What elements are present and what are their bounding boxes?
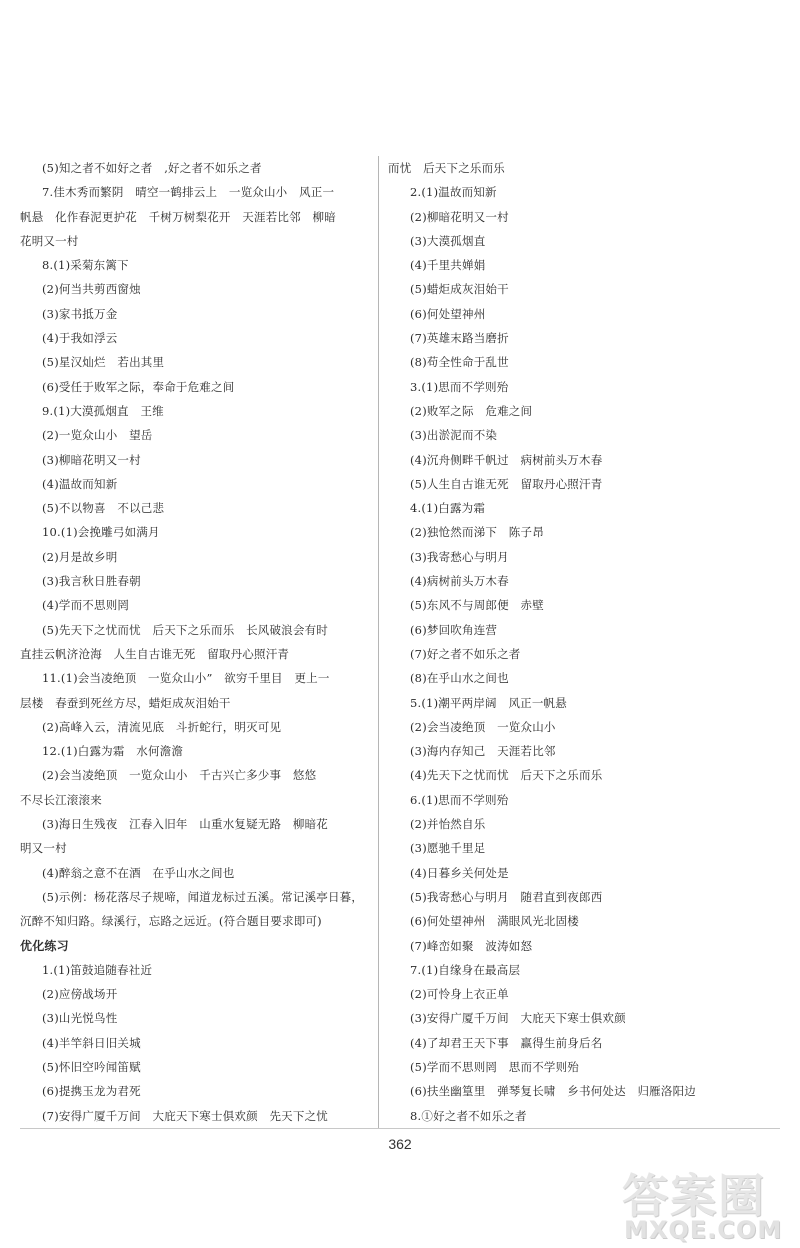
answer-line: (8)苟全性命于乱世 [410, 355, 509, 370]
answer-line: (6)梦回吹角连营 [410, 622, 498, 637]
answer-line: (6)扶坐幽篁里 弹琴复长啸 乡书何处达 归雁洛阳边 [410, 1084, 696, 1099]
answer-line: 3.(1)思而不学则殆 [410, 379, 509, 394]
answer-line: (5)我寄愁心与明月 随君直到夜郎西 [410, 889, 603, 904]
answer-line: (6)提携玉龙为君死 [42, 1084, 141, 1099]
answer-line: 12.(1)白露为霜 水何澹澹 [42, 744, 184, 759]
answer-line: 6.(1)思而不学则殆 [410, 792, 509, 807]
answer-line: (4)学而不思则罔 [42, 598, 130, 613]
answer-line: (3)我言秋日胜春朝 [42, 574, 141, 589]
answer-line: (5)不以物喜 不以己悲 [42, 501, 165, 516]
answer-line: (4)先天下之忧而忧 后天下之乐而乐 [410, 768, 603, 783]
answer-line: (4)半竿斜日旧关城 [42, 1035, 141, 1050]
answer-line: (2)败军之际 危难之间 [410, 403, 533, 418]
answer-line: (2)一览众山小 望岳 [42, 428, 153, 443]
answer-line: (4)千里共婵娟 [410, 258, 486, 273]
watermark-url: MXQE.COM [624, 1216, 783, 1244]
answer-line: (4)温故而知新 [42, 476, 118, 491]
answer-line: (7)英雄末路当磨折 [410, 331, 509, 346]
answer-line: (2)柳暗花明又一村 [410, 209, 509, 224]
answer-line: (4)病树前头万木春 [410, 574, 509, 589]
answer-line: 4.(1)白露为霜 [410, 501, 486, 516]
footer-rule [20, 1128, 780, 1129]
answer-line: (2)应傍战场开 [42, 987, 118, 1002]
answer-line: (3)家书抵万金 [42, 306, 118, 321]
answer-line: 直挂云帆济沧海 人生自古谁无死 留取丹心照汗青 [20, 646, 290, 661]
watermark-logo [618, 1160, 794, 1244]
answer-line: 10.(1)会挽雕弓如满月 [42, 525, 160, 540]
answer-line: (2)会当凌绝顶 一览众山小 [410, 719, 556, 734]
page-number: 362 [388, 1136, 412, 1152]
answer-line: (5)知之者不如好之者 ,好之者不如乐之者 [42, 161, 262, 175]
right-column [388, 156, 780, 1128]
answer-line: (5)星汉灿烂 若出其里 [42, 355, 165, 370]
answer-line: (2)可怜身上衣正单 [410, 987, 509, 1002]
answer-line: 1.(1)笛鼓追随春社近 [42, 962, 153, 977]
answer-line: (2)会当凌绝顶 一览众山小 千古兴亡多少事 悠悠 [42, 768, 317, 783]
answer-line: (5)人生自古谁无死 留取丹心照汗青 [410, 476, 603, 491]
answer-line: (6)何处望神州 满眼风光北固楼 [410, 914, 579, 929]
answer-line: 层楼 春蚕到死丝方尽，蜡炬成灰泪始干 [20, 695, 231, 710]
answer-line: (5)先天下之忧而忧 后天下之乐而乐 长风破浪会有时 [42, 622, 328, 637]
section-heading: 优化练习 [20, 938, 69, 953]
answer-line: (4)日暮乡关何处是 [410, 865, 509, 880]
answer-line: (2)高峰入云，清流见底 斗折蛇行，明灭可见 [42, 719, 282, 734]
answer-line: 而忧 后天下之乐而乐 [388, 161, 505, 175]
answer-line: (5)蜡炬成灰泪始干 [410, 282, 509, 297]
answer-line: (3)海日生残夜 江春入旧年 山重水复疑无路 柳暗花 [42, 817, 328, 832]
answer-line: 2.(1)温故而知新 [410, 185, 497, 200]
answer-line: 明又一村 [20, 841, 67, 856]
answer-line: (6)受任于败军之际，奉命于危难之间 [42, 379, 235, 394]
answer-line: (8)在乎山水之间也 [410, 671, 509, 686]
answer-line: (5)学而不思则罔 思而不学则殆 [410, 1059, 579, 1074]
answer-line: (5)示例：杨花落尽子规啼，闻道龙标过五溪。常记溪亭日暮， [42, 889, 364, 904]
answer-line: (6)何处望神州 [410, 306, 486, 321]
watermark-title: 答案圈 [622, 1169, 766, 1223]
answer-line: (3)我寄愁心与明月 [410, 549, 509, 564]
answer-line: (4)沉舟侧畔千帆过 病树前头万木春 [410, 452, 603, 467]
answer-line: 7.(1)自缘身在最高层 [410, 962, 521, 977]
answer-line: (3)山光悦鸟性 [42, 1011, 118, 1026]
answer-line: (2)独怆然而涕下 陈子昂 [410, 525, 544, 540]
answer-line: (4)了却君王天下事 赢得生前身后名 [410, 1035, 603, 1050]
answer-line: (4)于我如浮云 [42, 331, 118, 346]
answer-line: (3)大漠孤烟直 [410, 233, 486, 248]
answer-line: (3)出淤泥而不染 [410, 428, 498, 443]
answer-line: 11.(1)会当凌绝顶 一览众山小” 欲穷千里目 更上一 [42, 671, 330, 686]
answer-line: 8.①好之者不如乐之者 [410, 1108, 527, 1123]
answer-line: 不尽长江滚滚来 [20, 792, 102, 807]
answer-line: (2)并怡然自乐 [410, 817, 486, 832]
answer-line: 5.(1)潮平两岸阔 风正一帆悬 [410, 695, 567, 710]
answer-line: (3)柳暗花明又一村 [42, 452, 141, 467]
answer-line: (5)怀旧空吟闻笛赋 [42, 1059, 141, 1074]
answer-line: 8.(1)采菊东篱下 [42, 258, 129, 273]
answer-line: 帆悬 化作春泥更护花 千树万树梨花开 天涯若比邻 柳暗 [20, 209, 336, 224]
answer-line: (4)醉翁之意不在酒 在乎山水之间也 [42, 865, 235, 880]
answer-line: (7)好之者不如乐之者 [410, 646, 521, 661]
answer-line: 7.佳木秀而繁阴 晴空一鹤排云上 一览众山小 风正一 [42, 185, 335, 200]
answer-line: (3)安得广厦千万间 大庇天下寒士俱欢颜 [410, 1011, 626, 1026]
column-divider [378, 156, 379, 1128]
answer-line: 沉醉不知归路。绿溪行，忘路之远近。(符合题目要求即可) [20, 914, 322, 929]
answer-line: (7)安得广厦千万间 大庇天下寒士俱欢颜 先天下之忧 [42, 1108, 328, 1123]
answer-line: (2)月是故乡明 [42, 549, 118, 564]
answer-line: (2)何当共剪西窗烛 [42, 282, 141, 297]
answer-line: (3)愿驰千里足 [410, 841, 486, 856]
left-column [20, 156, 372, 1128]
answer-line: 9.(1)大漠孤烟直 王维 [42, 403, 164, 418]
answer-line: (7)峰峦如聚 波涛如怒 [410, 938, 533, 953]
answer-line: (5)东风不与周郎便 赤壁 [410, 598, 544, 613]
answer-line: 花明又一村 [20, 233, 79, 248]
answer-line: (3)海内存知己 天涯若比邻 [410, 744, 556, 759]
